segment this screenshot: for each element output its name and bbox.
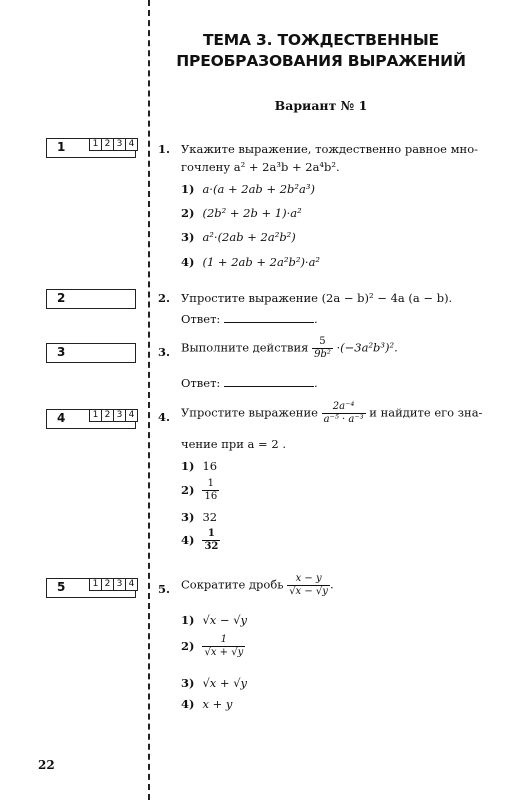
option-label: 4) xyxy=(181,532,195,547)
answer-box-number: 1 xyxy=(57,140,66,154)
fraction-numerator: 5 xyxy=(312,336,333,349)
question-number: 1. xyxy=(158,142,171,156)
choice-cell[interactable]: 1 xyxy=(90,410,102,421)
option[interactable] xyxy=(181,459,217,473)
option-expr: a²·(2ab + 2a²b²) xyxy=(202,230,296,244)
option-label: 3) xyxy=(181,510,195,524)
question-5-tail: . xyxy=(329,577,334,592)
answer-box-1[interactable] xyxy=(46,138,136,158)
answer-label: Ответ: xyxy=(181,376,221,390)
fraction-denominator: √x + √y xyxy=(204,647,244,658)
question-3-text xyxy=(181,336,398,361)
question-5-text xyxy=(181,573,334,598)
fraction-denominator: a⁻⁵ · a⁻³ xyxy=(323,414,364,425)
fraction-numerator: x − y xyxy=(287,573,330,586)
choice-cell[interactable]: 1 xyxy=(90,579,102,590)
option[interactable] xyxy=(181,676,247,690)
option[interactable] xyxy=(181,613,247,627)
answer-box-number: 5 xyxy=(57,580,66,594)
question-4-tail: и найдите его зна- xyxy=(369,405,483,420)
question-3-lead: Выполните действия xyxy=(181,340,309,355)
option-label: 4) xyxy=(181,255,195,269)
option-label: 2) xyxy=(181,482,195,497)
answer-box-5[interactable] xyxy=(46,578,136,598)
option-label: 1) xyxy=(181,459,195,473)
answer-box-number: 2 xyxy=(57,291,66,305)
page-number: 22 xyxy=(38,758,55,772)
fraction-numerator: 1 xyxy=(202,528,220,541)
variant-heading: Вариант № 1 xyxy=(274,98,368,113)
title-line-2: ПРЕОБРАЗОВАНИЯ ВЫРАЖЕНИЙ xyxy=(176,52,466,70)
choice-cell[interactable]: 2 xyxy=(102,579,114,590)
fraction xyxy=(322,401,366,426)
answer-box-3[interactable] xyxy=(46,343,136,363)
title-line-1: ТЕМА 3. ТОЖДЕСТВЕННЫЕ xyxy=(203,31,439,49)
choice-cell[interactable]: 4 xyxy=(128,579,135,589)
fraction xyxy=(202,528,220,553)
fraction xyxy=(202,478,219,503)
choice-cell[interactable]: 4 xyxy=(128,139,135,149)
question-4-text-line2: чение при a = 2 . xyxy=(181,437,286,451)
cut-line xyxy=(148,0,150,800)
fraction xyxy=(312,336,333,361)
fraction-denominator: √x − √y xyxy=(289,586,328,597)
option[interactable] xyxy=(181,255,320,269)
fraction-numerator: 1 xyxy=(202,634,245,647)
option[interactable] xyxy=(181,230,296,244)
question-number: 4. xyxy=(158,410,171,424)
page-title xyxy=(160,30,482,72)
option[interactable] xyxy=(181,478,219,503)
fraction xyxy=(287,573,330,598)
option-label: 2) xyxy=(181,206,195,220)
choice-cell[interactable]: 4 xyxy=(128,410,135,420)
option-expr: x + y xyxy=(202,697,233,711)
option-expr: √x − √y xyxy=(202,613,248,627)
answer-choices[interactable] xyxy=(89,409,138,422)
option[interactable] xyxy=(181,634,245,659)
question-5-lead: Сократите дробь xyxy=(181,577,284,592)
question-number: 3. xyxy=(158,345,171,359)
option-expr: (1 + 2ab + 2a²b²)·a² xyxy=(202,255,321,269)
fraction-denominator: 32 xyxy=(204,541,219,552)
option-expr: 32 xyxy=(202,510,218,524)
answer-box-4[interactable] xyxy=(46,409,136,429)
answer-box-number: 3 xyxy=(57,345,66,359)
choice-cell[interactable]: 3 xyxy=(114,139,126,150)
fraction-numerator: 2a⁻⁴ xyxy=(322,401,366,414)
fraction-denominator: 16 xyxy=(204,491,218,502)
answer-blank[interactable] xyxy=(224,376,314,387)
option[interactable] xyxy=(181,528,220,553)
option-expr: (2b² + 2b + 1)·a² xyxy=(202,206,302,220)
answer-choices[interactable] xyxy=(89,138,138,151)
option-label: 1) xyxy=(181,613,195,627)
question-3-tail: ·(−3a²b³)². xyxy=(336,340,398,355)
answer-box-2[interactable] xyxy=(46,289,136,309)
fraction xyxy=(202,634,245,659)
option-label: 3) xyxy=(181,230,195,244)
question-number: 5. xyxy=(158,582,171,596)
option-expr: a·(a + 2ab + 2b²a³) xyxy=(202,182,315,196)
answer-line[interactable]: Ответ: . xyxy=(181,312,318,326)
question-1-text: Укажите выражение, тождественно равное мно- xyxy=(181,142,479,156)
fraction-denominator: 9b² xyxy=(314,349,331,360)
option-expr: 16 xyxy=(202,459,218,473)
answer-box-number: 4 xyxy=(57,411,66,425)
answer-label: Ответ: xyxy=(181,312,221,326)
question-4-lead: Упростите выражение xyxy=(181,405,318,420)
option-expr: √x + √y xyxy=(202,676,248,690)
question-number: 2. xyxy=(158,291,171,305)
option[interactable] xyxy=(181,697,232,711)
fraction-numerator: 1 xyxy=(202,478,219,491)
choice-cell[interactable]: 3 xyxy=(114,410,126,421)
question-1-text-line2: гочлену a² + 2a³b + 2a⁴b². xyxy=(181,160,340,174)
choice-cell[interactable]: 3 xyxy=(114,579,126,590)
option-label: 2) xyxy=(181,638,195,653)
option-label: 1) xyxy=(181,182,195,196)
answer-blank[interactable] xyxy=(224,312,314,323)
option[interactable] xyxy=(181,206,302,220)
choice-cell[interactable]: 2 xyxy=(102,410,114,421)
option[interactable] xyxy=(181,182,315,196)
choice-cell[interactable]: 2 xyxy=(102,139,114,150)
choice-cell[interactable]: 1 xyxy=(90,139,102,150)
question-4-text xyxy=(181,401,482,426)
answer-line[interactable]: Ответ: . xyxy=(181,376,318,390)
question-2-text: Упростите выражение (2a − b)² − 4a (a − b). xyxy=(181,291,453,305)
option[interactable] xyxy=(181,510,217,524)
option-label: 3) xyxy=(181,676,195,690)
option-label: 4) xyxy=(181,697,195,711)
answer-choices[interactable] xyxy=(89,578,138,591)
